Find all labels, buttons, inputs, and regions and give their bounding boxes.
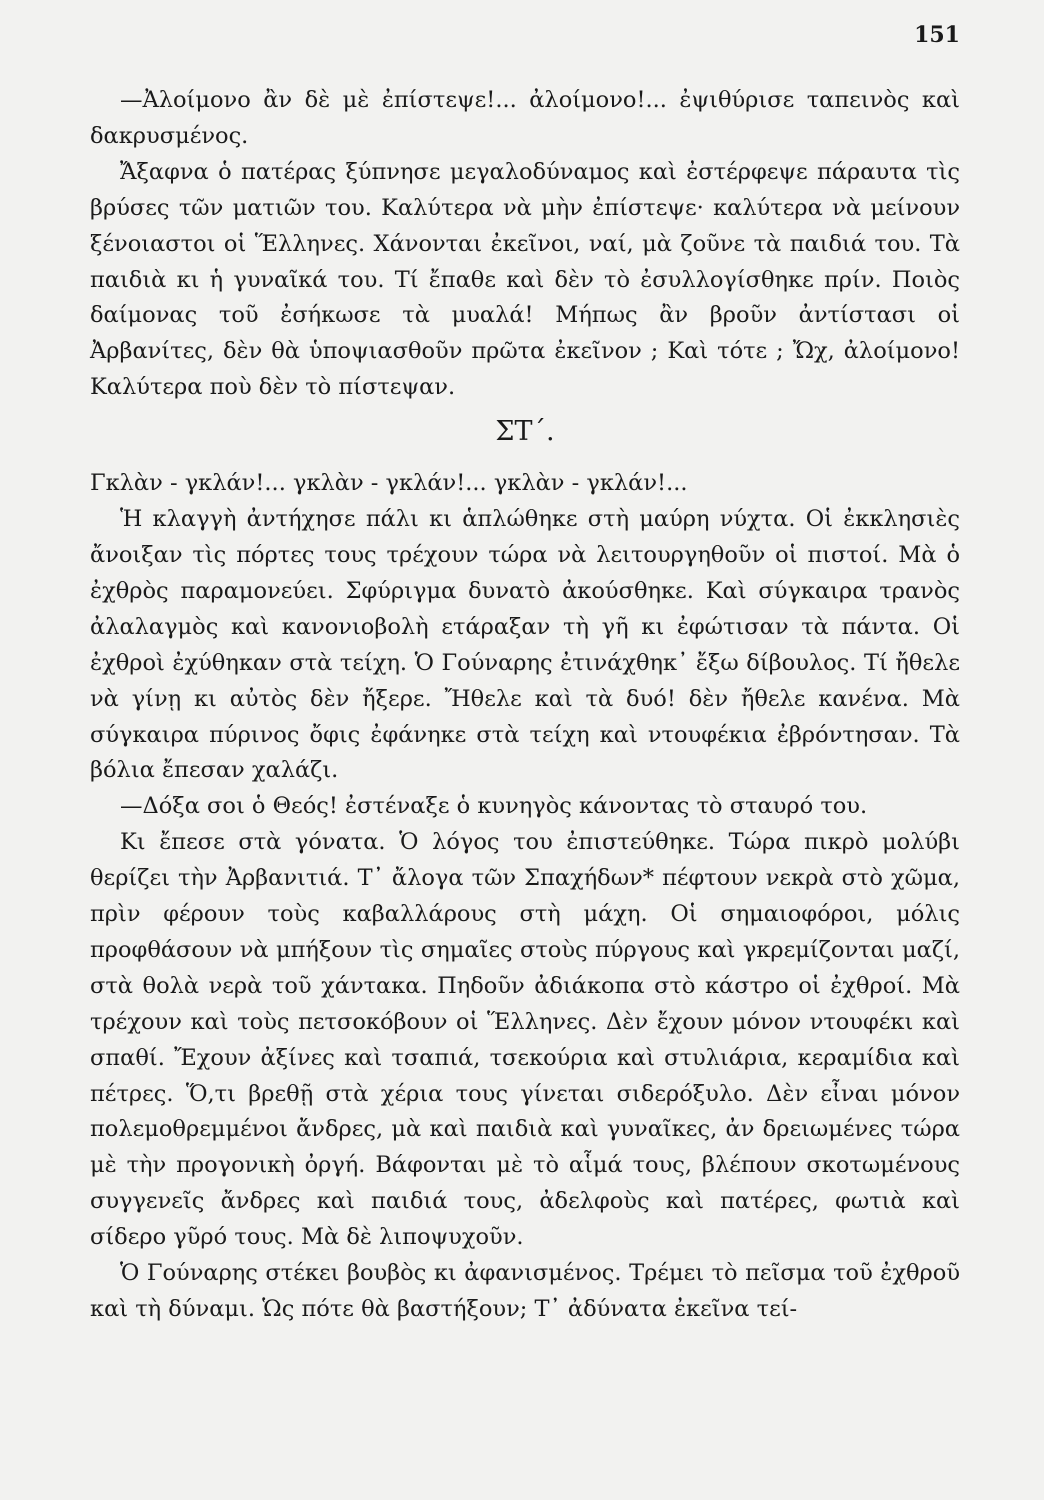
paragraph: Ὁ Γούναρης στέκει βουβὸς κι ἀφανισμένος. Τρέμει τὸ πεῖσμα τοῦ ἐχθροῦ καὶ τὴ δύναμι. Ὡς πότε θὰ βαστήξουν; Τ᾽ ἀδύνατα ἐκεῖνα τεί- [90, 1260, 960, 1322]
paragraph: Γκλὰν - γκλάν!... γκλὰν - γκλάν!... γκλὰν - γκλάν!... [90, 470, 688, 497]
page-number: 151 [914, 22, 960, 48]
paragraph: Ἄξαφνα ὁ πατέρας ξύπνησε μεγαλοδύναμος καὶ ἐστέρφεψε πάραυτα τὶς βρύσες τῶν ματιῶν του. Καλύτερα νὰ μὴν ἐπίστεψε· καλύτερα νὰ μείνουν ξένοιαστοι οἱ Ἕλληνες. Χάνονται ἐκεῖνοι, ναί, μὰ ζοῦνε τὰ παιδιά του. Τὰ παιδιὰ κι ἡ γυναῖκά του. Τί ἔπαθε καὶ δὲν τὸ ἐσυλλογίσθηκε πρίν. Ποιὸς δαίμονας τοῦ ἐσήκωσε τὰ μυαλά! Μήπως ἂν βροῦν ἀντίστασι οἱ Ἀρβανίτες, δὲν θὰ ὑποψιασθοῦν πρῶτα ἐκεῖνον ; Καὶ τότε ; Ὤχ, ἀλοίμονο! Καλύτερα ποὺ δὲν τὸ πίστεψαν. [90, 158, 960, 401]
paragraph: —Δόξα σοι ὁ Θεός! ἐστέναξε ὁ κυνηγὸς κάνοντας τὸ σταυρό του. [120, 793, 868, 820]
body-text [90, 83, 960, 1328]
paragraph: Κι ἔπεσε στὰ γόνατα. Ὁ λόγος του ἐπιστεύθηκε. Τώρα πικρὸ μολύβι θερίζει τὴν Ἀρβανιτιά. Τ᾽ ἄλογα τῶν Σπαχήδων* πέφτουν νεκρὰ στὸ χῶμα, πρὶν φέρουν τοὺς καβαλλάρους στὴ μάχη. Οἱ σημαιοφόροι, μόλις προφθάσουν νὰ μπήξουν τὶς σημαῖες στοὺς πύργους καὶ γκρεμίζονται μαζί, στὰ θολὰ νερὰ τοῦ χάντακα. Πηδοῦν ἀδιάκοπα στὸ κάστρο οἱ ἐχθροί. Μὰ τρέχουν καὶ τοὺς πετσοκόβουν οἱ Ἕλληνες. Δὲν ἔχουν μόνον ντουφέκι καὶ σπαθί. Ἔχουν ἀξίνες καὶ τσαπιά, τσεκούρια καὶ στυλιάρια, κεραμίδια καὶ πέτρες. Ὅ,τι βρεθῇ στὰ χέρια τους γίνεται σιδερόξυλο. Δὲν εἶναι μόνον πολεμοθρεμμένοι ἄνδρες, μὰ καὶ παιδιὰ καὶ γυναῖκες, ἀν δρειωμένες τώρα μὲ τὴν προγονικὴ ὀργή. Βάφονται μὲ τὸ αἷμά τους, βλέπουν σκοτωμένους συγγενεῖς ἄνδρες καὶ παιδιά τους, ἀδελφοὺς καὶ πατέρες, φωτιὰ καὶ σίδερο γῦρό τους. Μὰ δὲ λιποψυχοῦν. [90, 829, 960, 1251]
section-heading: ΣΤ΄. [495, 416, 555, 448]
paragraph: —Ἀλοίμονο ἂν δὲ μὲ ἐπίστεψε!... ἀλοίμονο!... ἐψιθύρισε ταπεινὸς καὶ δακρυσμένος. [90, 87, 960, 149]
paragraph: Ἡ κλαγγὴ ἀντήχησε πάλι κι ἁπλώθηκε στὴ μαύρη νύχτα. Οἱ ἐκκλησιὲς ἄνοιξαν τὶς πόρτες τους τρέχουν τώρα νὰ λειτουργηθοῦν οἱ πιστοί. Μὰ ὁ ἐχθρὸς παραμονεύει. Σφύριγμα δυνατὸ ἀκούσθηκε. Καὶ σύγκαιρα τρανὸς ἀλαλαγμὸς καὶ κανονιοβολὴ ετάραξαν τὴ γῆ κι ἐφώτισαν τὰ πάντα. Οἱ ἐχθροὶ ἐχύθηκαν στὰ τείχη. Ὁ Γούναρης ἐτινάχθηκ᾽ ἔξω δίβουλος. Τί ἤθελε νὰ γίνῃ κι αὐτὸς δὲν ἤξερε. Ἤθελε καὶ τὰ δυό! δὲν ἤθελε κανένα. Μὰ σύγκαιρα πύρινος ὄφις ἐφάνηκε στὰ τείχη καὶ ντουφέκια ἐβρόντησαν. Τὰ βόλια ἔπεσαν χαλάζι. [90, 506, 960, 784]
